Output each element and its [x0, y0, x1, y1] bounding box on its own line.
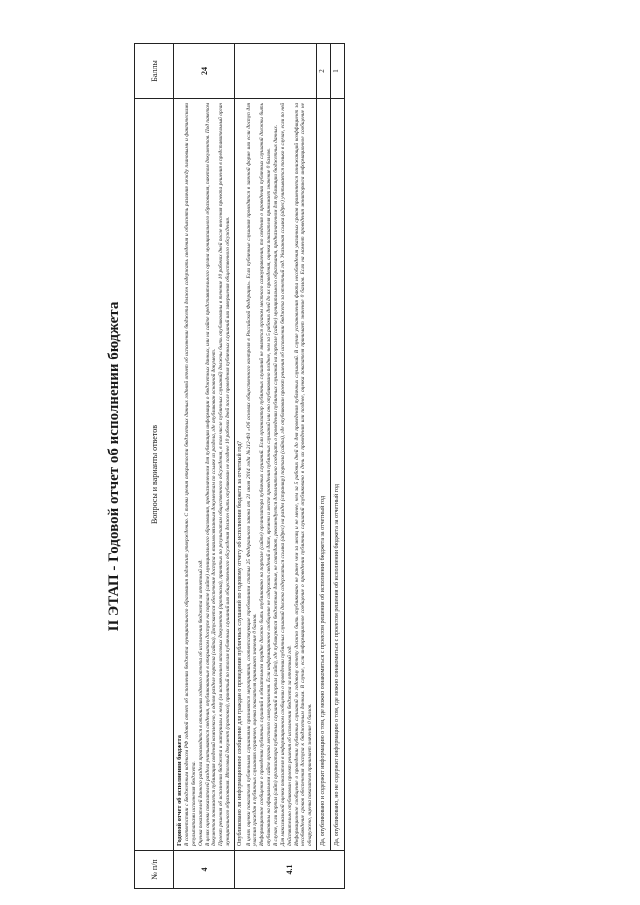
section-4-1-paragraph: В целях оценки показателя публичными слушаниями признаются мероприятия, соответствующие требованиям статьи 25 Федерального закона от 21 июля 2014 года №212-ФЗ «Об основах общественного контроля в Российской Федерации». Если публичные слушания проводятся в заочной форме или если доступ для участия граждан в публичных слушаниях ограничен, оценка показателя принимает значение 0 баллов.: [245, 103, 259, 846]
section-4-number: 4: [174, 851, 235, 889]
section-4-paragraph: Оценка показателей данного раздела производится в отношении годового отчета об исполнении бюджета за отчетный год.: [197, 559, 204, 846]
answer-option-text: Да, опубликовано, но не содержит информацию о том, где можно ознакомиться с проектом решения об исполнении бюджета за отчетный год: [331, 99, 345, 851]
table-header-row: [135, 44, 174, 889]
section-4-body: [174, 99, 235, 851]
answer-option-score: 2: [317, 44, 331, 99]
section-4-1-paragraph: Для максимальной оценки показателя в информационном сообщении о проведении публичных слушаний должна содержаться ссылка (адрес) на раздел (страницу) портала (сайта), где опубликован проект решения об исполнении бюджета за отчетный год. Указанная ссылка (адрес) учитывается только в случае, если по ней действительно опубликован проект решения об исполнении бюджета за отчетный год.: [280, 103, 293, 846]
section-4-paragraph: Проект решения об исполнении бюджета и материалы к нему (за исключением итоговых документов (протокола), принятых по результатам общественного обсуждения, в том числе публичных слушаний) должны быть опубликованы в течение 10 рабочих дней после внесения проекта решения в представительный орган муниципального образования. Итоговый документ (протокол), принятый по итогам публичных слушаний или общественного обсуждения должен быть опубликован не позднее 10 рабочих дней после проведения публичных слушаний или завершения общественного обсуждения.: [218, 103, 232, 846]
header-questions: Вопросы и варианты ответов: [135, 99, 174, 851]
section-4-1-paragraph: Информационное сообщение о проведении публичных слушаний по годовому отчету должно быть опубликовано не ранее чем за месяц и не менее, чем за 5 рабочих дней до дня проведения публичных слушаний. В случае установления факта несоблюдения указанных сроков применяется понижающий коэффициент за несоблюдение сроков обеспечения доступа к бюджетным данным. В случае, если информационное сообщение о проведении публичных слушаний опубликовано в день их проведения или позднее, оценка показателя принимает значение 0 баллов. Если на момент проведения мониторинга информационное сообщение не обнаружено, оценка показателя принимает значение 0 баллов.: [293, 103, 313, 846]
section-4-1-body: [235, 99, 317, 851]
section-4-title: Годовой отчет об исполнении бюджета: [176, 735, 183, 846]
section-4-1-paragraph: В случае, если портал (сайт) организатора публичных слушаний и портал (сайт), где публикуются бюджетные данные, не совпадают, рекомендуется дополнительно сообщать о проведении публичных слушаний на портале (сайте) муниципального образования, предназначенном для публикации бюджетных данных.: [273, 124, 280, 846]
rotated-document-sheet: [98, 44, 586, 889]
section-4-1-row: [235, 44, 317, 889]
answer-option-score: 1: [331, 44, 345, 99]
section-4-1-question: Опубликовано ли информационное сообщение для граждан о проведении публичных слушаний по годовому отчету об исполнении бюджета за отчетный год?: [237, 440, 244, 846]
section-4-row: [174, 44, 235, 889]
section-4-score: 24: [174, 44, 235, 99]
answer-option-text: Да, опубликовано и содержит информацию о том, где можно ознакомиться с проектом решения об исполнении бюджета за отчетный год: [317, 99, 331, 851]
section-4-paragraph: В соответствии с Бюджетным кодексом РФ годовой отчет об исполнении бюджета муниципального образования подлежит утверждению. С точки зрения открытости бюджетных данных годовой отчет об исполнении бюджета должен содержать сведения и объяснять различия между плановыми и фактическими результатами исполнения бюджета.: [184, 103, 197, 846]
section-4-1-score-empty: [235, 44, 317, 99]
answer-option-row: [317, 44, 331, 889]
stage-title: II ЭТАП - Годовой отчет об исполнении бюджета: [106, 301, 122, 632]
header-score: Баллы: [135, 44, 174, 99]
section-4-paragraph: В целях оценки показателей раздела учитываются сведения, опубликованные в открытом доступе на портале (сайте) муниципального образования, предназначенном для публикации информации о бюджетных данных, или на сайте представительного органа муниципального образования, пакетом документов. Под пакетом документов понимается публикация сведений комплексно, в одном разделе портала (сайта). Допускается обеспечение доступа к взаимосвязанным документам по ссылке из раздела, где опубликован основной документ.: [204, 103, 218, 846]
section-4-1-paragraph: Информационное сообщение о проведении публичных слушаний в обязательном порядке должно быть опубликовано на портале (сайте) организатора публичных слушаний. Если организатор публичных слушаний не является органом местного самоуправления, то сведения о проведении публичных слушаний должны быть опубликованы на официальном сайте органа местного самоуправления. Если информационное сообщение не содержит сведений о дате, времени и месте проведения публичных слушаний или оно опубликовано позднее, чем за 5 рабочих дней до их проведения, оценка показателя принимает значение 0 баллов.: [259, 103, 272, 846]
criteria-table: [134, 43, 345, 889]
section-4-1-number: 4.1: [235, 851, 345, 889]
answer-option-row: [331, 44, 345, 889]
header-number: № п/п: [135, 851, 174, 889]
